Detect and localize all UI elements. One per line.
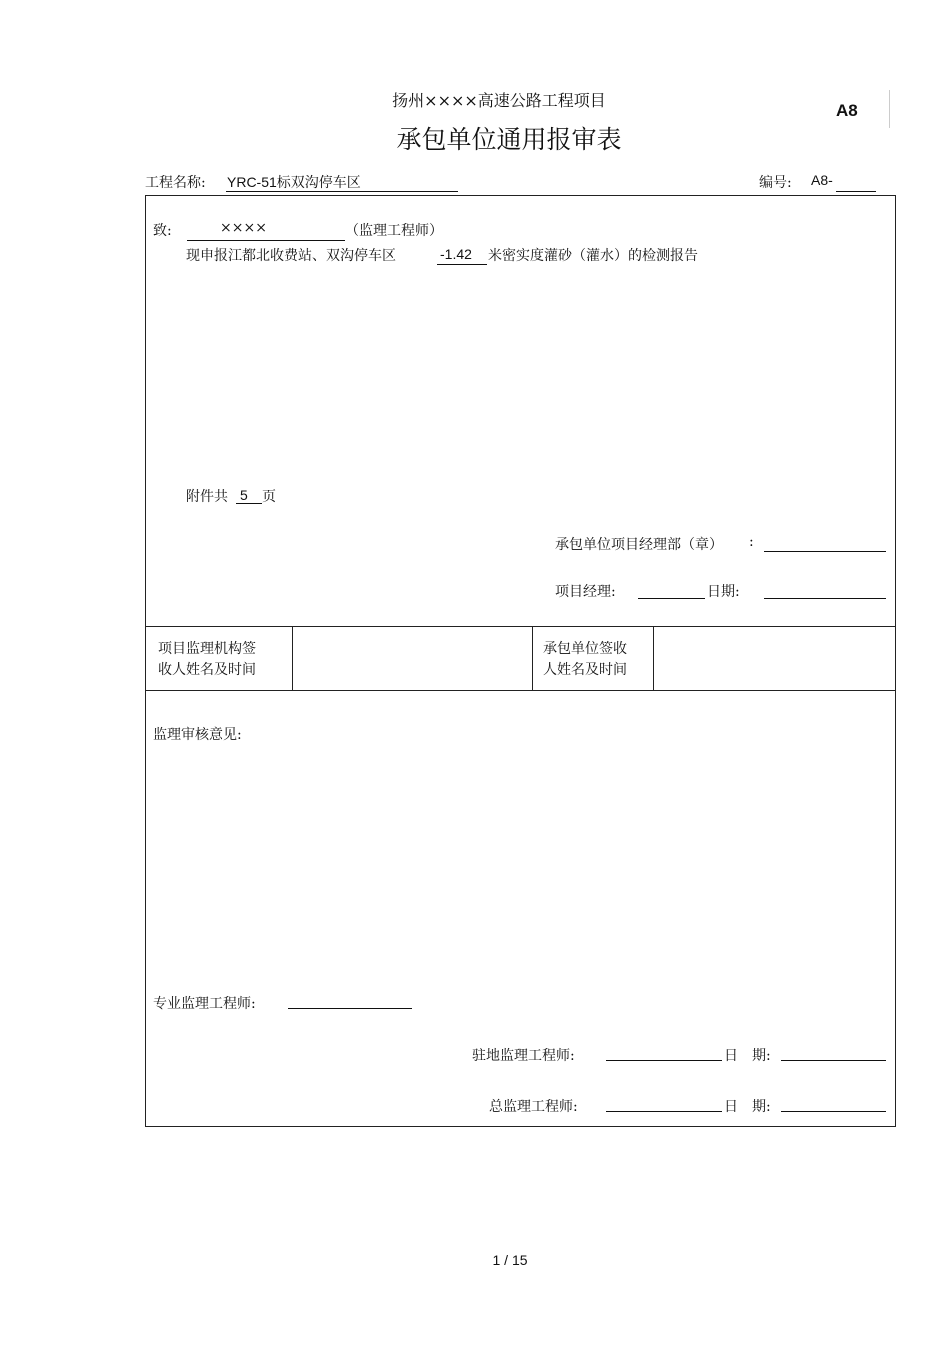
contractor-receipt-line2: 人姓名及时间 xyxy=(543,662,627,678)
supervision-receipt-line2: 收人姓名及时间 xyxy=(158,662,256,678)
resident-date-line xyxy=(781,1060,886,1061)
project-name-value: YRC-51标双沟停车区 xyxy=(227,174,361,190)
to-label: 致: xyxy=(153,223,172,239)
pm-signature-line xyxy=(638,598,705,599)
receipt-top-border xyxy=(145,626,896,627)
serial-value: A8- xyxy=(811,172,833,188)
resident-date-label: 日 期: xyxy=(724,1048,771,1064)
chief-label: 总监理工程师: xyxy=(489,1099,578,1115)
form-frame xyxy=(145,195,896,1127)
pm-date-line xyxy=(764,598,886,599)
form-code: A8 xyxy=(836,101,858,120)
contractor-dept-label: 承包单位项目经理部（章） xyxy=(555,537,723,553)
opinion-label: 监理审核意见: xyxy=(153,727,242,743)
attach-suffix: 页 xyxy=(262,489,276,505)
to-role: （监理工程师） xyxy=(345,223,443,239)
chief-signature-line xyxy=(606,1111,722,1112)
to-value: ×××× xyxy=(220,220,267,236)
attach-prefix: 附件共 xyxy=(186,489,228,505)
resident-signature-line xyxy=(606,1060,722,1061)
page-title: 承包单位通用报审表 xyxy=(396,125,622,154)
report-value: -1.42 xyxy=(440,246,472,262)
page-number: 1 / 15 xyxy=(492,1252,528,1268)
specialist-signature-line xyxy=(288,1008,412,1009)
serial-underline xyxy=(836,191,876,192)
contractor-seal-line xyxy=(764,551,886,552)
report-suffix: 米密实度灌砂（灌水）的检测报告 xyxy=(488,248,698,264)
pm-date-label: 日期: xyxy=(707,584,740,600)
receipt-divider-2 xyxy=(532,626,533,691)
serial-label: 编号: xyxy=(759,175,792,191)
supervision-receipt-line1: 项目监理机构签 xyxy=(158,641,256,657)
project-name-underline xyxy=(226,191,458,192)
specialist-label: 专业监理工程师: xyxy=(153,996,256,1012)
attach-count: 5 xyxy=(240,487,248,503)
receipt-divider-1 xyxy=(292,626,293,691)
report-prefix: 现申报江都北收费站、双沟停车区 xyxy=(186,248,396,264)
receipt-bottom-border xyxy=(145,690,896,691)
pm-label: 项目经理: xyxy=(555,584,616,600)
project-line: 扬州××××高速公路工程项目 xyxy=(392,91,606,110)
resident-label: 驻地监理工程师: xyxy=(472,1048,575,1064)
project-name-label: 工程名称: xyxy=(145,175,206,191)
contractor-dept-colon: : xyxy=(749,534,754,550)
attach-count-underline xyxy=(236,503,262,504)
chief-date-label: 日 期: xyxy=(724,1099,771,1115)
report-value-underline xyxy=(437,264,487,265)
contractor-receipt-line1: 承包单位签收 xyxy=(543,641,627,657)
receipt-divider-3 xyxy=(653,626,654,691)
to-underline xyxy=(187,240,345,241)
chief-date-line xyxy=(781,1111,886,1112)
